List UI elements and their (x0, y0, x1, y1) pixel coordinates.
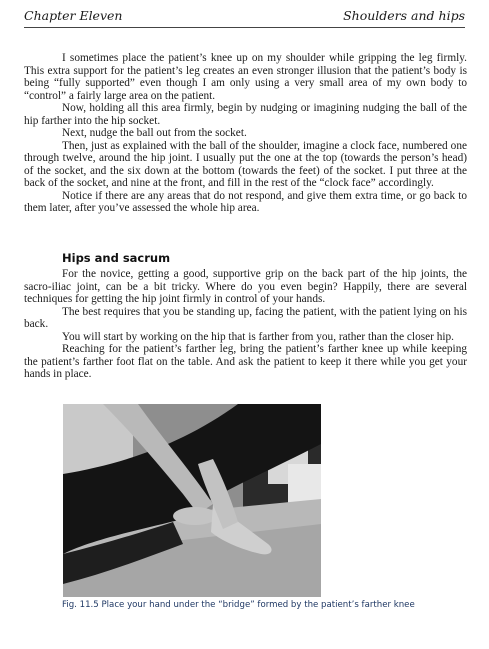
section-heading: Hips and sacrum (62, 251, 171, 265)
figure-photo (63, 404, 321, 597)
header-rule (24, 27, 465, 28)
paragraph: You will start by working on the hip that is farther from you, rather than the closer hip. (62, 330, 454, 343)
body-text-top (24, 52, 467, 215)
body-text-bottom (24, 268, 467, 381)
paragraph: Reaching for the patient’s farther leg, bring the patient’s farther knee up while keeping the patient’s farther foot flat on the table. And ask the patient to keep it there while you get your hands in place. (24, 343, 467, 380)
paragraph: The best requires that you be standing up, facing the patient, with the patient lying on his back. (24, 305, 467, 330)
chapter-title: Chapter Eleven (24, 8, 123, 23)
paragraph: For the novice, getting a good, supportive grip on the back part of the hip joints, the sacro-iliac joint, can be a bit tricky. Where do you even begin? Happily, there are several techniques for getting the hip joint firmly in control of your hands. (24, 268, 467, 305)
section-title: Shoulders and hips (343, 8, 465, 23)
paragraph: I sometimes place the patient’s knee up on my shoulder while gripping the leg firmly. This extra support for the patient’s leg creates an even stronger illusion that the patient’s body is being “fully supported” even though I am only using a very small area of my own body to “control” a fairly large area on the patient. (24, 52, 467, 102)
running-header (24, 8, 465, 28)
photo-illustration (63, 404, 321, 597)
paragraph: Now, holding all this area firmly, begin by nudging or imagining nudging the ball of the hip farther into the hip socket. (24, 102, 467, 127)
paragraph: Notice if there are any areas that do not respond, and give them extra time, or go back to them later, after you’ve assessed the whole hip area. (24, 189, 467, 214)
paragraph: Then, just as explained with the ball of the shoulder, imagine a clock face, numbered one through twelve, around the hip joint. I usually put the one at the top (towards the person’s head) of the socket, and the six down at the bottom (towards the feet) of the socket. I put three at the back of the socket, and nine at the front, and fill in the rest of the “clock face” accordingly. (24, 139, 467, 189)
figure-caption: Fig. 11.5 Place your hand under the “bridge” formed by the patient’s farther knee (62, 600, 415, 610)
paragraph: Next, nudge the ball out from the socket. (62, 127, 247, 139)
